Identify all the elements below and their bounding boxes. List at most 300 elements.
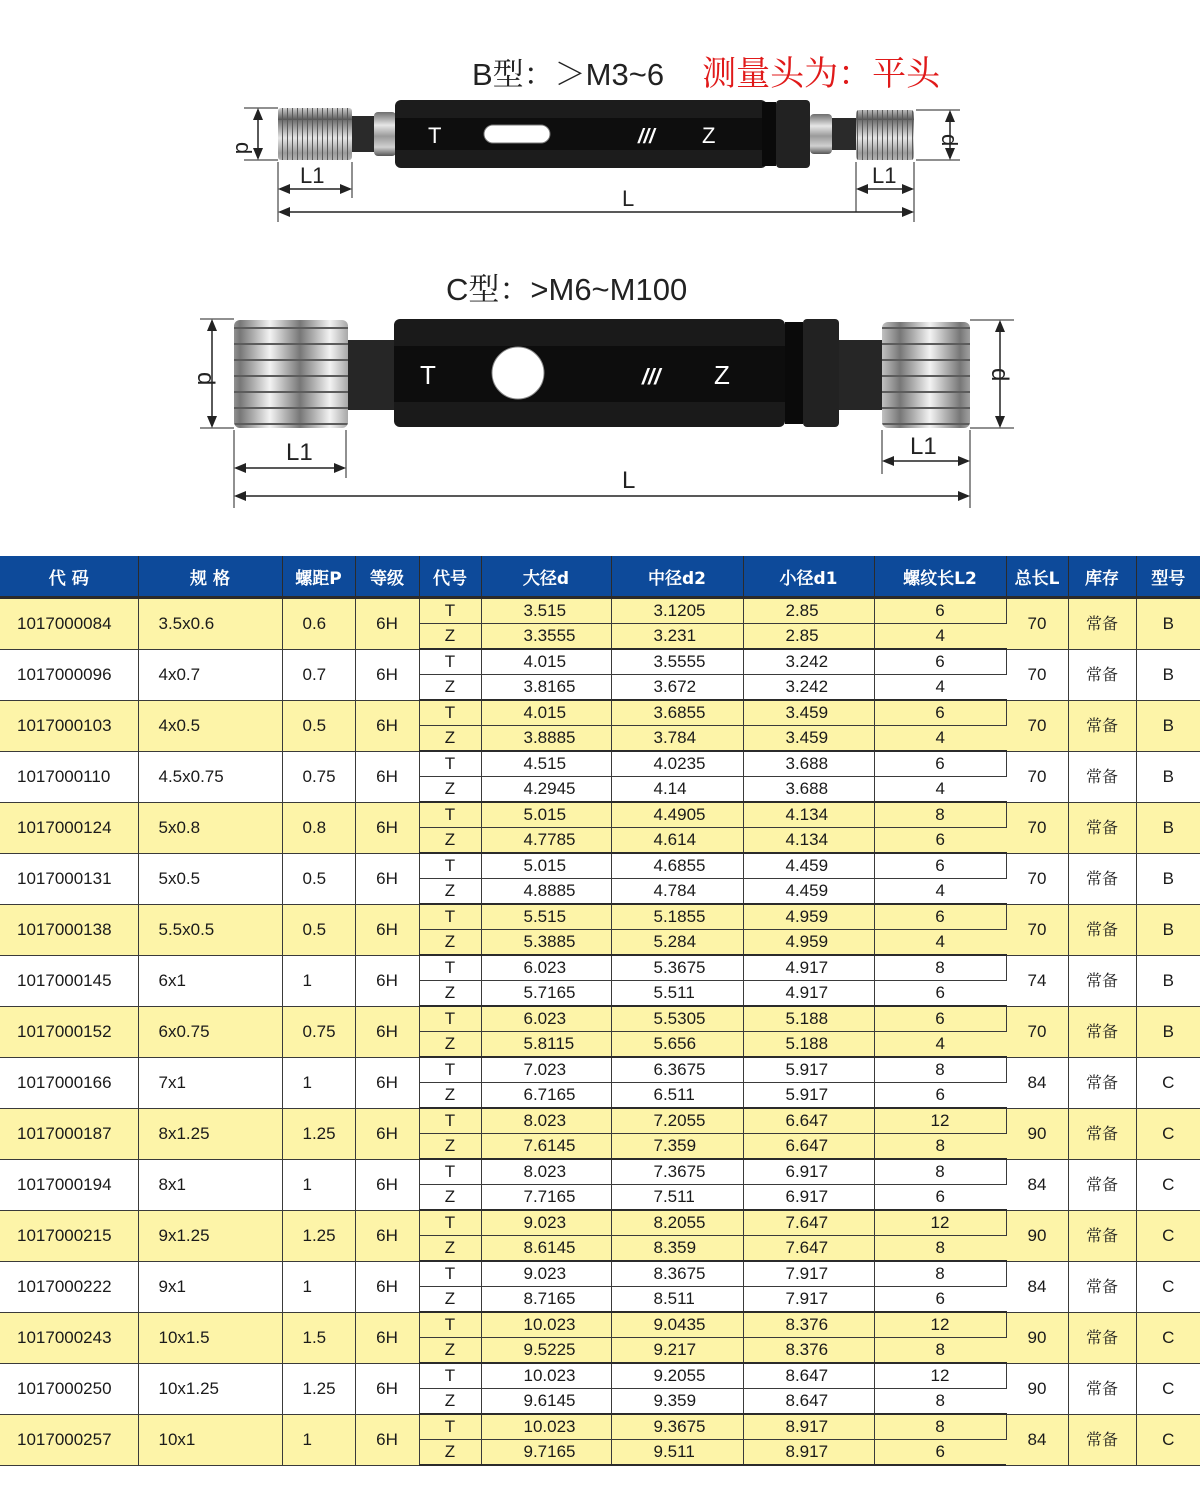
b-type-note: 测量头为：平头: [702, 55, 941, 93]
minor-diameter-cell: 6.917: [743, 1159, 874, 1185]
stock-cell: 常备: [1068, 1363, 1136, 1414]
spec-cell: 5.5x0.5: [138, 904, 282, 955]
code-cell: 1017000152: [0, 1006, 138, 1057]
col-pitch: 螺距P: [282, 556, 355, 598]
symbol-cell: T: [419, 853, 481, 879]
spec-cell: 4x0.5: [138, 700, 282, 751]
type-cell: B: [1136, 1006, 1200, 1057]
thread-length-cell: 8: [874, 1159, 1006, 1185]
type-cell: C: [1136, 1210, 1200, 1261]
type-cell: B: [1136, 700, 1200, 751]
type-cell: B: [1136, 904, 1200, 955]
pitch-cell: 1.25: [282, 1210, 355, 1261]
thread-length-cell: 12: [874, 1312, 1006, 1338]
thread-gauge-spec-table: [0, 556, 1200, 1466]
col-total-length: 总长L: [1006, 556, 1068, 598]
minor-diameter-cell: 8.647: [743, 1363, 874, 1389]
col-minor-diameter: 小径d1: [743, 556, 874, 598]
table-row-t: [0, 1414, 1200, 1440]
svg-text:L: L: [622, 186, 635, 211]
minor-diameter-cell: 3.459: [743, 726, 874, 752]
major-diameter-cell: 5.515: [481, 904, 611, 930]
col-symbol: 代号: [419, 556, 481, 598]
pitch-diameter-cell: 5.284: [611, 930, 743, 956]
thread-length-cell: 4: [874, 624, 1006, 650]
table-row-group: [0, 1006, 1200, 1057]
major-diameter-cell: 10.023: [481, 1414, 611, 1440]
code-cell: 1017000243: [0, 1312, 138, 1363]
table-row-t: [0, 802, 1200, 828]
total-length-cell: 70: [1006, 853, 1068, 904]
symbol-cell: T: [419, 955, 481, 981]
minor-diameter-cell: 8.647: [743, 1389, 874, 1415]
thread-length-cell: 6: [874, 1006, 1006, 1032]
pitch-diameter-cell: 9.359: [611, 1389, 743, 1415]
table-row-t: [0, 1210, 1200, 1236]
thread-length-cell: 8: [874, 1414, 1006, 1440]
pitch-diameter-cell: 3.5555: [611, 649, 743, 675]
type-cell: B: [1136, 649, 1200, 700]
type-cell: C: [1136, 1159, 1200, 1210]
minor-diameter-cell: 3.688: [743, 751, 874, 777]
major-diameter-cell: 4.7785: [481, 828, 611, 854]
total-length-cell: 70: [1006, 649, 1068, 700]
minor-diameter-cell: 8.917: [743, 1440, 874, 1466]
thread-length-cell: 4: [874, 777, 1006, 803]
b-type-gauge-diagram: [0, 90, 1200, 230]
pitch-cell: 1: [282, 1261, 355, 1312]
svg-text:L1: L1: [286, 439, 313, 466]
col-major-diameter: 大径d: [481, 556, 611, 598]
grade-cell: 6H: [355, 1006, 419, 1057]
thread-length-cell: 12: [874, 1363, 1006, 1389]
total-length-cell: 70: [1006, 1006, 1068, 1057]
major-diameter-cell: 3.8885: [481, 726, 611, 752]
major-diameter-cell: 7.023: [481, 1057, 611, 1083]
table-row-group: [0, 1363, 1200, 1414]
symbol-cell: Z: [419, 624, 481, 650]
symbol-cell: Z: [419, 1389, 481, 1415]
major-diameter-cell: 9.5225: [481, 1338, 611, 1364]
minor-diameter-cell: 8.917: [743, 1414, 874, 1440]
table-row-group: [0, 955, 1200, 1006]
major-diameter-cell: 4.8885: [481, 879, 611, 905]
grade-cell: 6H: [355, 751, 419, 802]
col-spec: 规 格: [138, 556, 282, 598]
pitch-cell: 1.25: [282, 1363, 355, 1414]
svg-text:L1: L1: [910, 433, 937, 460]
type-cell: B: [1136, 955, 1200, 1006]
code-cell: 1017000250: [0, 1363, 138, 1414]
svg-text:L: L: [622, 467, 636, 494]
grade-cell: 6H: [355, 1261, 419, 1312]
type-cell: B: [1136, 853, 1200, 904]
stock-cell: 常备: [1068, 904, 1136, 955]
spec-cell: 4x0.7: [138, 649, 282, 700]
spec-cell: 7x1: [138, 1057, 282, 1108]
pitch-cell: 0.5: [282, 700, 355, 751]
major-diameter-cell: 3.515: [481, 598, 611, 624]
minor-diameter-cell: 3.688: [743, 777, 874, 803]
stock-cell: 常备: [1068, 1057, 1136, 1108]
c-type-title: [446, 264, 687, 309]
spec-cell: 3.5x0.6: [138, 598, 282, 650]
type-cell: C: [1136, 1261, 1200, 1312]
major-diameter-cell: 8.023: [481, 1108, 611, 1134]
pitch-diameter-cell: 4.614: [611, 828, 743, 854]
minor-diameter-cell: 5.188: [743, 1006, 874, 1032]
major-diameter-cell: 10.023: [481, 1312, 611, 1338]
table-row-group: [0, 700, 1200, 751]
symbol-cell: T: [419, 649, 481, 675]
major-diameter-cell: 9.7165: [481, 1440, 611, 1466]
symbol-cell: Z: [419, 1440, 481, 1466]
minor-diameter-cell: 4.959: [743, 930, 874, 956]
spec-cell: 5x0.8: [138, 802, 282, 853]
type-cell: C: [1136, 1108, 1200, 1159]
code-cell: 1017000145: [0, 955, 138, 1006]
pitch-diameter-cell: 4.4905: [611, 802, 743, 828]
stock-cell: 常备: [1068, 1159, 1136, 1210]
major-diameter-cell: 8.023: [481, 1159, 611, 1185]
pitch-diameter-cell: 3.1205: [611, 598, 743, 624]
symbol-cell: Z: [419, 981, 481, 1007]
b-marking: ///: [638, 126, 655, 148]
pitch-diameter-cell: 5.656: [611, 1032, 743, 1058]
thread-length-cell: 8: [874, 1057, 1006, 1083]
symbol-cell: Z: [419, 1134, 481, 1160]
major-diameter-cell: 4.515: [481, 751, 611, 777]
major-diameter-cell: 7.7165: [481, 1185, 611, 1211]
thread-length-cell: 4: [874, 930, 1006, 956]
minor-diameter-cell: 5.917: [743, 1057, 874, 1083]
minor-diameter-cell: 5.188: [743, 1032, 874, 1058]
pitch-diameter-cell: 3.231: [611, 624, 743, 650]
major-diameter-cell: 8.7165: [481, 1287, 611, 1313]
table-row-t: [0, 1312, 1200, 1338]
c-label-t: T: [420, 360, 436, 390]
grade-cell: 6H: [355, 904, 419, 955]
total-length-cell: 84: [1006, 1261, 1068, 1312]
minor-diameter-cell: 5.917: [743, 1083, 874, 1109]
spec-cell: 9x1.25: [138, 1210, 282, 1261]
type-cell: B: [1136, 751, 1200, 802]
major-diameter-cell: 10.023: [481, 1363, 611, 1389]
total-length-cell: 90: [1006, 1363, 1068, 1414]
thread-length-cell: 6: [874, 1083, 1006, 1109]
pitch-diameter-cell: 3.672: [611, 675, 743, 701]
minor-diameter-cell: 3.459: [743, 700, 874, 726]
symbol-cell: Z: [419, 879, 481, 905]
pitch-diameter-cell: 8.2055: [611, 1210, 743, 1236]
grade-cell: 6H: [355, 955, 419, 1006]
minor-diameter-cell: 4.959: [743, 904, 874, 930]
minor-diameter-cell: 6.647: [743, 1108, 874, 1134]
grade-cell: 6H: [355, 802, 419, 853]
table-row-t: [0, 1261, 1200, 1287]
stock-cell: 常备: [1068, 700, 1136, 751]
table-row-group: [0, 904, 1200, 955]
total-length-cell: 90: [1006, 1108, 1068, 1159]
pitch-cell: 0.5: [282, 853, 355, 904]
type-cell: C: [1136, 1414, 1200, 1465]
symbol-cell: T: [419, 598, 481, 624]
col-type: 型号: [1136, 556, 1200, 598]
symbol-cell: Z: [419, 1083, 481, 1109]
table-row-t: [0, 598, 1200, 624]
total-length-cell: 84: [1006, 1057, 1068, 1108]
symbol-cell: T: [419, 1363, 481, 1389]
pitch-cell: 1: [282, 1057, 355, 1108]
grade-cell: 6H: [355, 598, 419, 650]
table-row-t: [0, 751, 1200, 777]
pitch-cell: 1: [282, 1159, 355, 1210]
pitch-cell: 1.5: [282, 1312, 355, 1363]
col-thread-length: 螺纹长L2: [874, 556, 1006, 598]
pitch-diameter-cell: 9.217: [611, 1338, 743, 1364]
grade-cell: 6H: [355, 1057, 419, 1108]
symbol-cell: T: [419, 1006, 481, 1032]
table-row-group: [0, 1261, 1200, 1312]
minor-diameter-cell: 3.242: [743, 649, 874, 675]
symbol-cell: T: [419, 802, 481, 828]
minor-diameter-cell: 4.134: [743, 828, 874, 854]
symbol-cell: Z: [419, 1236, 481, 1262]
major-diameter-cell: 5.3885: [481, 930, 611, 956]
table-row-t: [0, 1108, 1200, 1134]
code-cell: 1017000124: [0, 802, 138, 853]
stock-cell: 常备: [1068, 751, 1136, 802]
minor-diameter-cell: 6.647: [743, 1134, 874, 1160]
thread-length-cell: 12: [874, 1210, 1006, 1236]
code-cell: 1017000138: [0, 904, 138, 955]
pitch-diameter-cell: 8.511: [611, 1287, 743, 1313]
pitch-cell: 0.8: [282, 802, 355, 853]
symbol-cell: Z: [419, 726, 481, 752]
pitch-diameter-cell: 9.2055: [611, 1363, 743, 1389]
c-left-thread-icon: [234, 320, 348, 428]
symbol-cell: T: [419, 1261, 481, 1287]
thread-length-cell: 6: [874, 598, 1006, 624]
table-row-group: [0, 1210, 1200, 1261]
code-cell: 1017000222: [0, 1261, 138, 1312]
thread-length-cell: 6: [874, 853, 1006, 879]
major-diameter-cell: 3.8165: [481, 675, 611, 701]
col-grade: 等级: [355, 556, 419, 598]
total-length-cell: 84: [1006, 1159, 1068, 1210]
pitch-diameter-cell: 5.1855: [611, 904, 743, 930]
total-length-cell: 70: [1006, 751, 1068, 802]
pitch-diameter-cell: 5.3675: [611, 955, 743, 981]
stock-cell: 常备: [1068, 1210, 1136, 1261]
stock-cell: 常备: [1068, 1261, 1136, 1312]
pitch-diameter-cell: 7.2055: [611, 1108, 743, 1134]
type-cell: C: [1136, 1363, 1200, 1414]
total-length-cell: 70: [1006, 904, 1068, 955]
grade-cell: 6H: [355, 700, 419, 751]
table-row-group: [0, 1108, 1200, 1159]
thread-length-cell: 8: [874, 955, 1006, 981]
spec-cell: 8x1.25: [138, 1108, 282, 1159]
thread-length-cell: 8: [874, 1338, 1006, 1364]
spec-cell: 6x1: [138, 955, 282, 1006]
symbol-cell: T: [419, 700, 481, 726]
minor-diameter-cell: 2.85: [743, 598, 874, 624]
major-diameter-cell: 9.023: [481, 1210, 611, 1236]
minor-diameter-cell: 4.134: [743, 802, 874, 828]
major-diameter-cell: 6.7165: [481, 1083, 611, 1109]
symbol-cell: Z: [419, 777, 481, 803]
svg-text:d: d: [192, 372, 219, 386]
svg-text:d: d: [986, 368, 1013, 382]
stock-cell: 常备: [1068, 853, 1136, 904]
c-marking: ///: [642, 364, 661, 389]
thread-length-cell: 6: [874, 904, 1006, 930]
table-row-group: [0, 853, 1200, 904]
minor-diameter-cell: 8.376: [743, 1338, 874, 1364]
spec-cell: 10x1.5: [138, 1312, 282, 1363]
symbol-cell: T: [419, 904, 481, 930]
table-row-group: [0, 802, 1200, 853]
thread-length-cell: 6: [874, 1287, 1006, 1313]
stock-cell: 常备: [1068, 1108, 1136, 1159]
pitch-cell: 1: [282, 955, 355, 1006]
pitch-diameter-cell: 6.3675: [611, 1057, 743, 1083]
svg-text:d: d: [937, 134, 962, 147]
table-row-t: [0, 904, 1200, 930]
symbol-cell: T: [419, 1159, 481, 1185]
thread-length-cell: 4: [874, 1032, 1006, 1058]
symbol-cell: T: [419, 1414, 481, 1440]
thread-length-cell: 6: [874, 751, 1006, 777]
symbol-cell: T: [419, 1057, 481, 1083]
symbol-cell: Z: [419, 675, 481, 701]
pitch-diameter-cell: 9.511: [611, 1440, 743, 1466]
thread-length-cell: 8: [874, 802, 1006, 828]
total-length-cell: 70: [1006, 802, 1068, 853]
type-cell: C: [1136, 1057, 1200, 1108]
pitch-diameter-cell: 4.784: [611, 879, 743, 905]
stock-cell: 常备: [1068, 802, 1136, 853]
major-diameter-cell: 4.015: [481, 649, 611, 675]
type-cell: B: [1136, 802, 1200, 853]
grade-cell: 6H: [355, 1414, 419, 1465]
type-cell: C: [1136, 1312, 1200, 1363]
grade-cell: 6H: [355, 1159, 419, 1210]
c-right-thread-icon: [882, 322, 970, 428]
spec-cell: 10x1: [138, 1414, 282, 1465]
pitch-diameter-cell: 4.14: [611, 777, 743, 803]
c-type-gauge-diagram: [0, 310, 1200, 515]
svg-text:d: d: [231, 142, 256, 155]
pitch-diameter-cell: 7.359: [611, 1134, 743, 1160]
symbol-cell: T: [419, 1312, 481, 1338]
thread-length-cell: 4: [874, 726, 1006, 752]
minor-diameter-cell: 2.85: [743, 624, 874, 650]
b-type-range: B型：＞M3~6: [472, 57, 665, 92]
pitch-diameter-cell: 3.784: [611, 726, 743, 752]
stock-cell: 常备: [1068, 955, 1136, 1006]
svg-text:L1: L1: [300, 163, 325, 188]
code-cell: 1017000131: [0, 853, 138, 904]
thread-length-cell: 4: [874, 879, 1006, 905]
minor-diameter-cell: 4.917: [743, 981, 874, 1007]
table-row-group: [0, 1312, 1200, 1363]
major-diameter-cell: 7.6145: [481, 1134, 611, 1160]
type-cell: B: [1136, 598, 1200, 650]
major-diameter-cell: 5.015: [481, 853, 611, 879]
pitch-cell: 0.5: [282, 904, 355, 955]
code-cell: 1017000194: [0, 1159, 138, 1210]
major-diameter-cell: 5.8115: [481, 1032, 611, 1058]
grade-cell: 6H: [355, 1108, 419, 1159]
table-row-group: [0, 598, 1200, 650]
thread-length-cell: 6: [874, 1185, 1006, 1211]
table-row-t: [0, 1006, 1200, 1032]
pitch-diameter-cell: 8.359: [611, 1236, 743, 1262]
thread-length-cell: 8: [874, 1134, 1006, 1160]
stock-cell: 常备: [1068, 1006, 1136, 1057]
table-header: [0, 556, 1200, 598]
major-diameter-cell: 9.023: [481, 1261, 611, 1287]
code-cell: 1017000103: [0, 700, 138, 751]
svg-text:L1: L1: [872, 163, 897, 188]
total-length-cell: 70: [1006, 700, 1068, 751]
symbol-cell: Z: [419, 1338, 481, 1364]
symbol-cell: Z: [419, 828, 481, 854]
grade-cell: 6H: [355, 1363, 419, 1414]
minor-diameter-cell: 6.917: [743, 1185, 874, 1211]
col-stock: 库存: [1068, 556, 1136, 598]
spec-cell: 6x0.75: [138, 1006, 282, 1057]
symbol-cell: Z: [419, 1185, 481, 1211]
thread-length-cell: 6: [874, 981, 1006, 1007]
pitch-diameter-cell: 5.5305: [611, 1006, 743, 1032]
pitch-cell: 0.75: [282, 751, 355, 802]
symbol-cell: Z: [419, 1287, 481, 1313]
table-row-t: [0, 1159, 1200, 1185]
symbol-cell: Z: [419, 1032, 481, 1058]
table-row-t: [0, 853, 1200, 879]
thread-length-cell: 6: [874, 649, 1006, 675]
spec-cell: 4.5x0.75: [138, 751, 282, 802]
b-type-title: [472, 46, 940, 95]
pitch-diameter-cell: 9.3675: [611, 1414, 743, 1440]
spec-cell: 10x1.25: [138, 1363, 282, 1414]
pitch-diameter-cell: 7.511: [611, 1185, 743, 1211]
total-length-cell: 84: [1006, 1414, 1068, 1465]
spec-cell: 5x0.5: [138, 853, 282, 904]
symbol-cell: Z: [419, 930, 481, 956]
b-right-thread-icon: [856, 110, 914, 160]
pitch-cell: 0.7: [282, 649, 355, 700]
symbol-cell: T: [419, 1210, 481, 1236]
pitch-diameter-cell: 5.511: [611, 981, 743, 1007]
major-diameter-cell: 5.7165: [481, 981, 611, 1007]
minor-diameter-cell: 4.917: [743, 955, 874, 981]
minor-diameter-cell: 7.647: [743, 1210, 874, 1236]
pitch-diameter-cell: 7.3675: [611, 1159, 743, 1185]
b-left-thread-icon: [278, 108, 352, 160]
pitch-diameter-cell: 6.511: [611, 1083, 743, 1109]
code-cell: 1017000215: [0, 1210, 138, 1261]
c-label-z: Z: [714, 360, 730, 390]
table-row-t: [0, 1363, 1200, 1389]
table-row-group: [0, 751, 1200, 802]
table-row-group: [0, 1414, 1200, 1465]
thread-length-cell: 8: [874, 1389, 1006, 1415]
thread-length-cell: 8: [874, 1236, 1006, 1262]
